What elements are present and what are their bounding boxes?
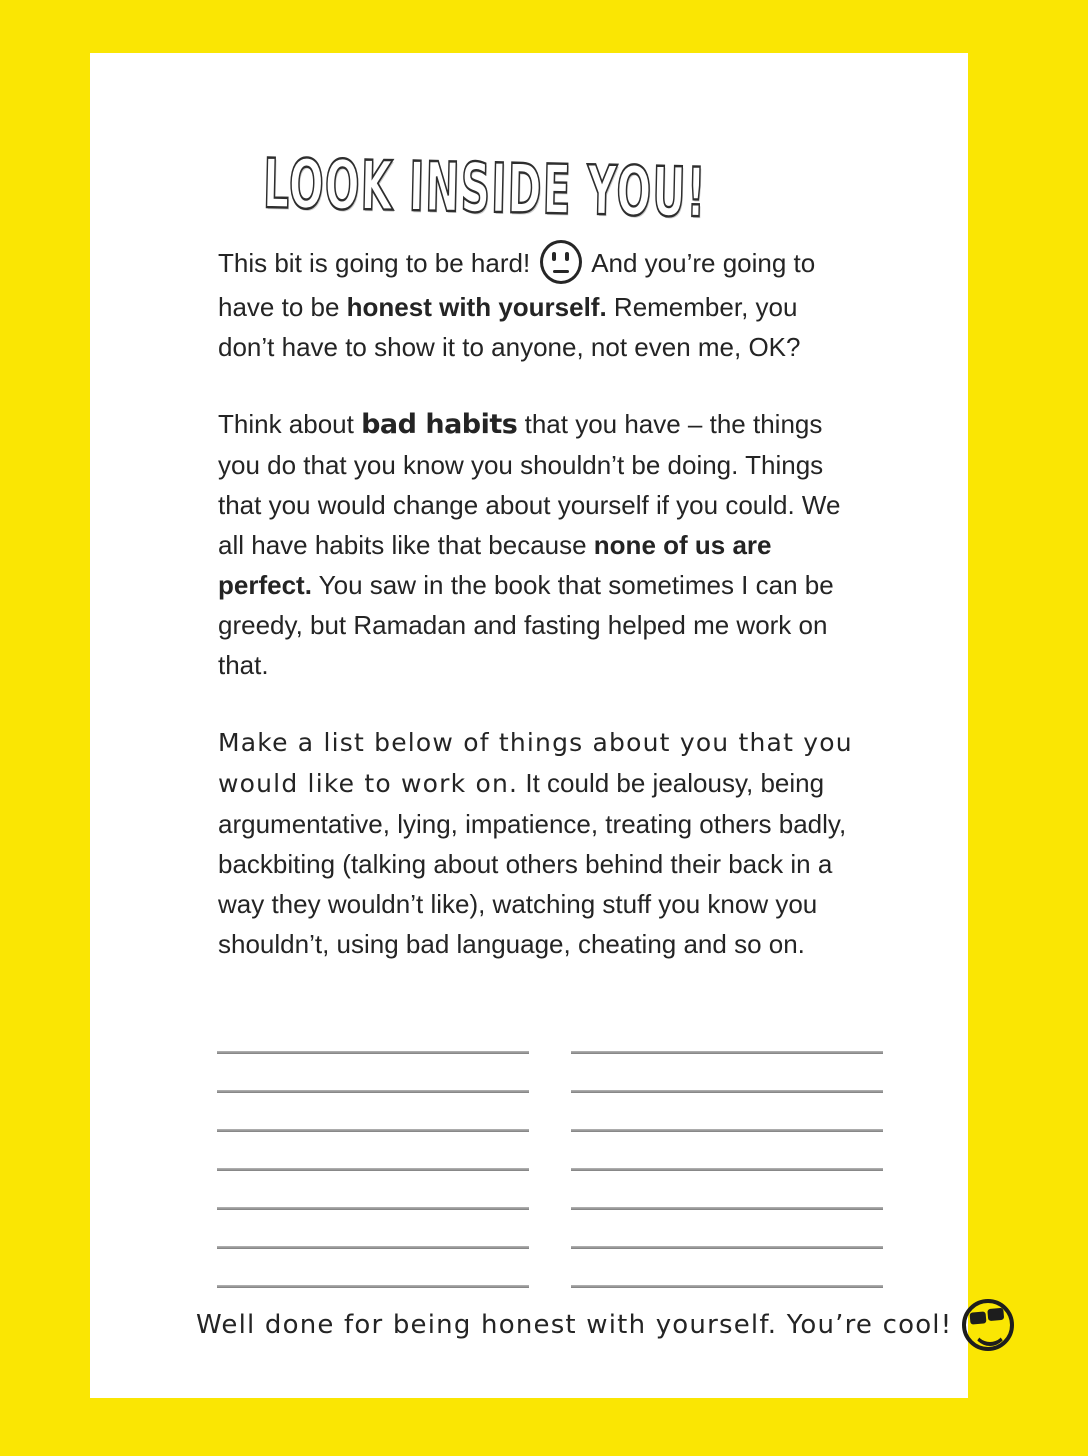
paragraph-intro: [218, 243, 858, 367]
paragraph-bad-habits: [218, 404, 858, 685]
text-segment: that you have – the things you do that you know you shouldn’t be doing. Things that you would change about yourself if you could. We all have habits like that because: [218, 409, 841, 561]
text-segment: honest with yourself.: [346, 292, 607, 323]
write-line: [571, 1129, 883, 1132]
line-column: [217, 1051, 529, 1288]
writing-lines: [217, 1051, 883, 1288]
footer-text: Well done for being honest with yourself. You’re cool!: [196, 1310, 953, 1340]
page-title: LOOK INSIDE YOU!: [262, 145, 708, 234]
write-line: [217, 1051, 529, 1054]
text-segment: none of us are perfect.: [218, 530, 772, 601]
text-segment: Remember, you don’t have to show it to anyone, not even me, OK?: [218, 292, 801, 363]
write-line: [571, 1051, 883, 1054]
body-text: [218, 243, 858, 964]
write-line: [571, 1285, 883, 1288]
text-segment: Make a list below of things about you that you would like to work on.: [218, 728, 853, 799]
write-line: [217, 1285, 529, 1288]
line-column: [571, 1051, 883, 1288]
text-segment: You saw in the book that sometimes I can be greedy, but Ramadan and fasting helped me work on that.: [218, 570, 834, 681]
text-segment: This bit is going to be hard!: [218, 248, 538, 278]
write-line: [217, 1246, 529, 1249]
write-line: [571, 1168, 883, 1171]
footer: [196, 1299, 1014, 1351]
cool-face-icon: [962, 1299, 1014, 1351]
text-segment: Think about: [218, 409, 362, 440]
write-line: [217, 1090, 529, 1093]
write-line: [571, 1246, 883, 1249]
paragraph-make-list: [218, 722, 858, 964]
write-line: [217, 1129, 529, 1132]
write-line: [217, 1168, 529, 1171]
write-line: [571, 1090, 883, 1093]
write-line: [571, 1207, 883, 1210]
write-line: [217, 1207, 529, 1210]
text-segment: bad habits: [361, 409, 518, 441]
book-page: [90, 53, 968, 1398]
text-segment: And you’re going to have to be: [218, 248, 816, 323]
neutral-face-icon: [540, 240, 582, 284]
text-segment: It could be jealousy, being argumentative, lying, impatience, treating others badly, backbiting (talking about others behind their back in a way they wouldn’t like), watching stuff you know you shouldn’t, using bad language, cheating and so on.: [218, 768, 847, 960]
